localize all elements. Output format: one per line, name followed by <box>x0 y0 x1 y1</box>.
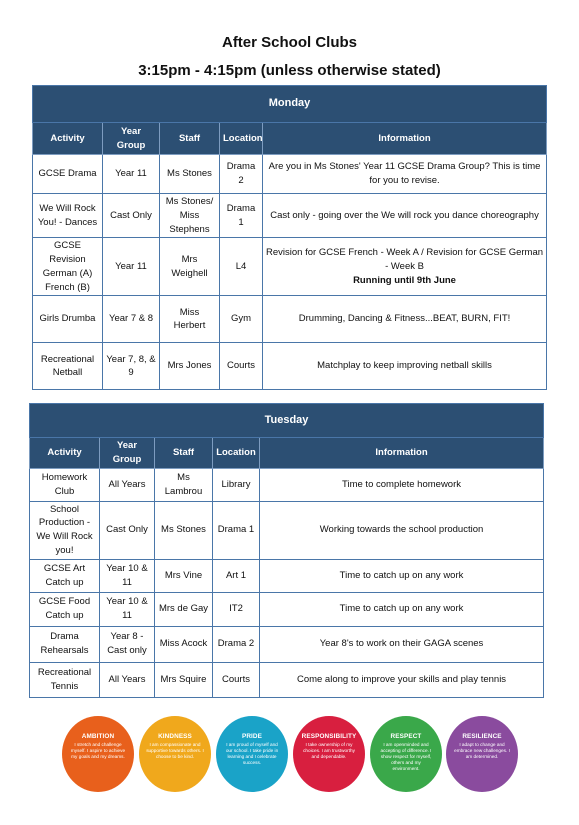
col-header-activity: Activity <box>30 438 100 469</box>
cell-location: Art 1 <box>213 559 260 592</box>
cell-staff: Mrs Vine <box>155 559 213 592</box>
table-row <box>30 626 544 662</box>
table-row <box>33 194 547 238</box>
day-header-monday: Monday <box>33 86 547 123</box>
value-title: RESILIENCE <box>462 733 502 740</box>
cell-information: Working towards the school production <box>260 501 544 559</box>
col-header-year-group: Year Group <box>103 123 160 155</box>
value-circle-pride <box>216 716 288 792</box>
cell-location: Drama 1 <box>220 194 263 238</box>
information-note: Running until 9th June <box>353 274 456 286</box>
cell-activity: Recreational Tennis <box>30 662 100 697</box>
table-row <box>33 238 547 296</box>
value-text: I adapt to change and embrace new challenges. I am determined. <box>454 742 510 759</box>
table-row <box>30 592 544 626</box>
value-circle-kindness <box>139 716 211 792</box>
col-header-activity: Activity <box>33 123 103 155</box>
cell-location: Courts <box>213 662 260 697</box>
cell-information: Time to catch up on any work <box>260 559 544 592</box>
value-title: RESPECT <box>390 733 422 740</box>
cell-location: Gym <box>220 296 263 343</box>
cell-information: Year 8's to work on their GAGA scenes <box>260 626 544 662</box>
value-text: I am openminded and accepting of difference. I show respect for myself, others and my environment. <box>380 742 432 771</box>
value-circle-respect <box>370 716 442 792</box>
cell-information: Are you in Ms Stones' Year 11 GCSE Drama Group? This is time for you to revise. <box>263 155 547 194</box>
col-header-information: Information <box>263 123 547 155</box>
cell-year-group: Year 10 & 11 <box>100 559 155 592</box>
col-header-information: Information <box>260 438 544 469</box>
cell-staff: Mrs de Gay <box>155 592 213 626</box>
col-header-location: Location <box>220 123 263 155</box>
value-circle-resilience <box>446 716 518 792</box>
cell-year-group: All Years <box>100 468 155 501</box>
monday-table <box>32 85 547 390</box>
cell-staff: Ms Lambrou <box>155 468 213 501</box>
cell-activity: Recreational Netball <box>33 343 103 390</box>
day-header-tuesday: Tuesday <box>30 404 544 438</box>
value-text: I take ownership of my choices. I am trustworthy and dependable. <box>303 742 355 759</box>
value-text: I am proud of myself and our school. I take pride in learning and I celebrate success. <box>225 742 279 765</box>
information-text: Revision for GCSE French - Week A / Revision for GCSE German - Week B <box>266 247 544 272</box>
cell-staff: Ms Stones/ Miss Stephens <box>160 194 220 238</box>
cell-staff: Ms Stones <box>160 155 220 194</box>
cell-activity: GCSE Art Catch up <box>30 559 100 592</box>
cell-year-group: Year 11 <box>103 238 160 296</box>
tuesday-table <box>29 403 544 698</box>
cell-activity: School Production - We Will Rock you! <box>30 501 100 559</box>
cell-location: Drama 2 <box>213 626 260 662</box>
cell-information: Matchplay to keep improving netball skills <box>263 343 547 390</box>
table-row <box>33 343 547 390</box>
school-values-strip <box>62 716 518 796</box>
cell-staff: Miss Acock <box>155 626 213 662</box>
cell-activity: We Will Rock You! - Dances <box>33 194 103 238</box>
cell-year-group: All Years <box>100 662 155 697</box>
value-text: I stretch and challenge myself. I aspire to achieve my goals and my dreams. <box>70 742 126 759</box>
cell-year-group: Cast Only <box>100 501 155 559</box>
value-circle-responsibility <box>293 716 365 792</box>
cell-information: Time to complete homework <box>260 468 544 501</box>
cell-year-group: Year 7 & 8 <box>103 296 160 343</box>
table-row <box>33 155 547 194</box>
cell-location: Drama 1 <box>213 501 260 559</box>
cell-information <box>263 238 547 296</box>
table-row <box>30 559 544 592</box>
cell-location: Drama 2 <box>220 155 263 194</box>
cell-staff: Ms Stones <box>155 501 213 559</box>
col-header-staff: Staff <box>160 123 220 155</box>
cell-staff: Mrs Weighell <box>160 238 220 296</box>
value-circle-ambition <box>62 716 134 792</box>
cell-activity: GCSE Drama <box>33 155 103 194</box>
table-row <box>33 296 547 343</box>
cell-activity: Girls Drumba <box>33 296 103 343</box>
value-title: AMBITION <box>81 733 115 740</box>
cell-year-group: Year 7, 8, & 9 <box>103 343 160 390</box>
value-title: PRIDE <box>241 733 263 740</box>
cell-year-group: Cast Only <box>103 194 160 238</box>
cell-year-group: Year 11 <box>103 155 160 194</box>
page-subtitle-time: 3:15pm - 4:15pm (unless otherwise stated) <box>138 62 441 79</box>
page-title: After School Clubs <box>221 34 357 51</box>
cell-year-group: Year 8 - Cast only <box>100 626 155 662</box>
col-header-location: Location <box>213 438 260 469</box>
cell-location: L4 <box>220 238 263 296</box>
cell-information: Drumming, Dancing & Fitness...BEAT, BURN, FIT! <box>263 296 547 343</box>
cell-location: IT2 <box>213 592 260 626</box>
cell-information: Come along to improve your skills and play tennis <box>260 662 544 697</box>
col-header-staff: Staff <box>155 438 213 469</box>
value-title: KINDNESS <box>158 733 192 740</box>
cell-information: Time to catch up on any work <box>260 592 544 626</box>
table-row <box>30 468 544 501</box>
cell-location: Courts <box>220 343 263 390</box>
value-text: I am compassionate and supportive towards others. I choose to be kind. <box>146 742 204 759</box>
cell-location: Library <box>213 468 260 501</box>
cell-staff: Mrs Squire <box>155 662 213 697</box>
table-row <box>30 501 544 559</box>
cell-staff: Mrs Jones <box>160 343 220 390</box>
cell-activity: Drama Rehearsals <box>30 626 100 662</box>
cell-activity: Homework Club <box>30 468 100 501</box>
cell-activity: GCSE Revision German (A) French (B) <box>33 238 103 296</box>
table-row <box>30 662 544 697</box>
cell-year-group: Year 10 & 11 <box>100 592 155 626</box>
cell-activity: GCSE Food Catch up <box>30 592 100 626</box>
cell-information: Cast only - going over the We will rock you dance choreography <box>263 194 547 238</box>
value-title: RESPONSIBILITY <box>301 733 357 740</box>
cell-staff: Miss Herbert <box>160 296 220 343</box>
col-header-year-group: Year Group <box>100 438 155 469</box>
